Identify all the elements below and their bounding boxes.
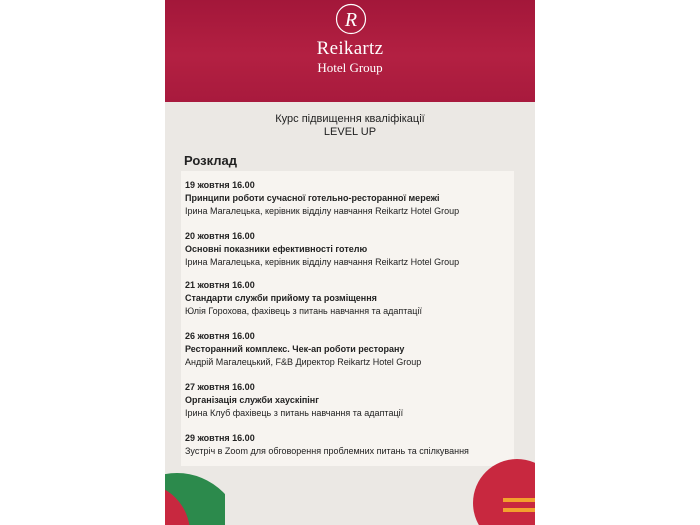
event-date: 19 жовтня 16.00: [185, 180, 255, 190]
schedule-event: [185, 432, 514, 458]
brand-name: Reikartz: [316, 38, 384, 59]
event-topic: Організація служби хаускіпінг: [185, 395, 319, 405]
event-date: 27 жовтня 16.00: [185, 382, 255, 392]
event-topic: Ресторанний комплекс. Чек-ап роботи ресторану: [185, 344, 405, 354]
schedule-event: [185, 381, 514, 420]
event-date: 26 жовтня 16.00: [185, 331, 255, 341]
event-speaker: Андрій Магалецький, F&B Директор Reikartz Hotel Group: [185, 357, 422, 367]
schedule-heading: Розклад: [184, 153, 237, 168]
brand-subtitle: Hotel Group: [317, 60, 383, 75]
poster: [165, 0, 535, 525]
event-date: 29 жовтня 16.00: [185, 433, 255, 443]
course-title-line: Курс підвищення кваліфікації: [275, 113, 425, 125]
course-title-level: LEVEL UP: [323, 126, 377, 138]
schedule-event: [185, 279, 514, 318]
course-title: [165, 113, 535, 139]
event-topic: Стандарти служби прийому та розміщення: [185, 293, 377, 303]
event-topic: Принципи роботи сучасної готельно-ресторанної мережі: [185, 193, 440, 203]
event-speaker: Зустріч в Zoom для обговорення проблемних питань та спілкування: [185, 446, 469, 456]
header-banner: [165, 0, 535, 102]
event-speaker: Юлія Горохова, фахівець з питань навчання та адаптації: [185, 306, 422, 316]
schedule-event: [185, 330, 514, 369]
event-date: 20 жовтня 16.00: [185, 231, 255, 241]
event-date: 21 жовтня 16.00: [185, 280, 255, 290]
svg-text:R: R: [344, 9, 358, 31]
event-speaker: Ірина Магалецька, керівник відділу навчання Reikartz Hotel Group: [185, 257, 460, 267]
event-speaker: Ірина Магалецька, керівник відділу навчання Reikartz Hotel Group: [185, 206, 460, 216]
reikartz-logo-icon: [335, 3, 367, 35]
schedule-event: [185, 179, 514, 218]
event-topic: Основні показники ефективності готелю: [185, 244, 368, 254]
schedule-event: [185, 230, 514, 269]
decorative-circle-left: [165, 463, 225, 525]
event-speaker: Ірина Клуб фахівець з питань навчання та адаптації: [185, 408, 404, 418]
schedule-panel: [181, 171, 514, 466]
